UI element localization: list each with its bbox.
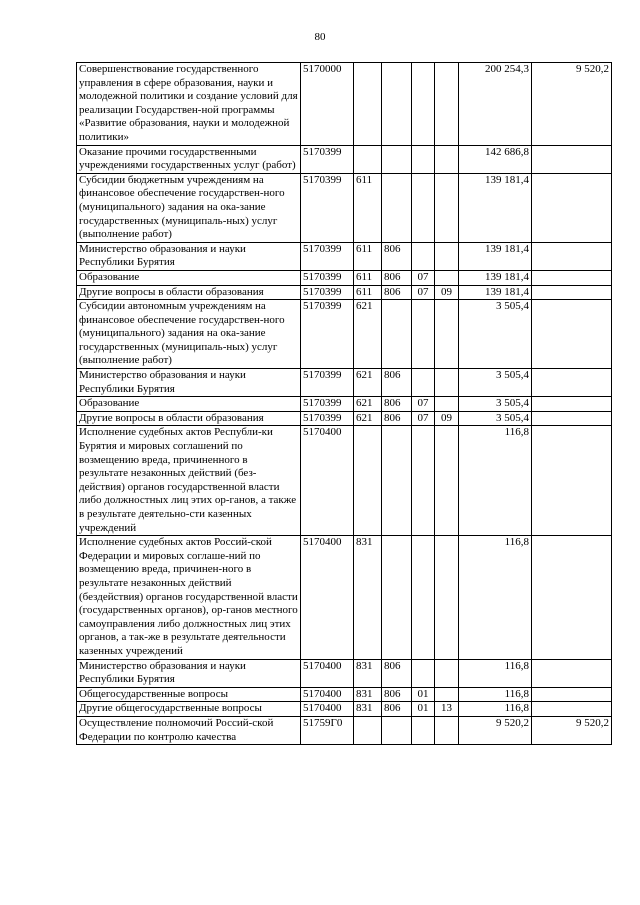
subsection-cell [435, 369, 459, 397]
table-row [77, 145, 612, 173]
federal-amount-cell [532, 426, 612, 536]
table-row [77, 242, 612, 270]
target-article-cell: 5170400 [301, 687, 354, 702]
row-name-cell: Оказание прочими государственными учреждениями государственных услуг (работ) [77, 145, 301, 173]
expense-type-cell: 621 [354, 411, 382, 426]
target-article-cell: 5170399 [301, 242, 354, 270]
section-cell [412, 145, 435, 173]
table-row [77, 411, 612, 426]
amount-cell: 3 505,4 [459, 369, 532, 397]
target-article-cell: 5170400 [301, 702, 354, 717]
ministry-code-cell: 806 [382, 411, 412, 426]
federal-amount-cell [532, 242, 612, 270]
table-row [77, 285, 612, 300]
section-cell [412, 659, 435, 687]
table-row [77, 397, 612, 412]
row-name-cell: Исполнение судебных актов Республи-ки Бурятия и мировых соглашений по возмещению вреда, причиненного в результате незаконных действий (без-действия) органов государственной власти либо должностных лиц этих ор-ганов, а также в результате деятельно-сти казенных учреждений [77, 426, 301, 536]
amount-cell: 139 181,4 [459, 270, 532, 285]
ministry-code-cell: 806 [382, 702, 412, 717]
amount-cell: 116,8 [459, 687, 532, 702]
row-name-cell: Общегосударственные вопросы [77, 687, 301, 702]
subsection-cell [435, 687, 459, 702]
row-name-cell: Министерство образования и науки Республики Бурятия [77, 369, 301, 397]
subsection-cell [435, 270, 459, 285]
federal-amount-cell [532, 687, 612, 702]
row-name-cell: Министерство образования и науки Республики Бурятия [77, 659, 301, 687]
table-row [77, 270, 612, 285]
ministry-code-cell [382, 536, 412, 659]
ministry-code-cell: 806 [382, 687, 412, 702]
expense-type-cell: 831 [354, 536, 382, 659]
target-article-cell: 5170399 [301, 145, 354, 173]
table-row [77, 369, 612, 397]
section-cell [412, 242, 435, 270]
amount-cell: 200 254,3 [459, 63, 532, 146]
amount-cell: 116,8 [459, 426, 532, 536]
target-article-cell: 5170399 [301, 285, 354, 300]
subsection-cell [435, 63, 459, 146]
section-cell [412, 173, 435, 242]
table-row [77, 173, 612, 242]
federal-amount-cell [532, 285, 612, 300]
target-article-cell: 5170399 [301, 300, 354, 369]
ministry-code-cell [382, 173, 412, 242]
row-name-cell: Субсидии автономным учреждениям на финансовое обеспечение государствен-ного (муниципального) задания на ока-зание государственных (муниципаль-ных) услуг (выполнение работ) [77, 300, 301, 369]
amount-cell: 116,8 [459, 536, 532, 659]
federal-amount-cell [532, 411, 612, 426]
federal-amount-cell [532, 300, 612, 369]
page-number: 80 [314, 31, 326, 43]
subsection-cell: 09 [435, 411, 459, 426]
amount-cell: 139 181,4 [459, 242, 532, 270]
target-article-cell: 51759Г0 [301, 716, 354, 744]
federal-amount-cell [532, 397, 612, 412]
ministry-code-cell [382, 145, 412, 173]
amount-cell: 3 505,4 [459, 397, 532, 412]
expense-type-cell: 621 [354, 300, 382, 369]
budget-table [76, 62, 612, 745]
subsection-cell [435, 426, 459, 536]
expense-type-cell: 611 [354, 242, 382, 270]
target-article-cell: 5170400 [301, 426, 354, 536]
target-article-cell: 5170399 [301, 397, 354, 412]
table-row [77, 716, 612, 744]
row-name-cell: Другие вопросы в области образования [77, 411, 301, 426]
amount-cell: 9 520,2 [459, 716, 532, 744]
target-article-cell: 5170400 [301, 659, 354, 687]
subsection-cell [435, 145, 459, 173]
target-article-cell: 5170399 [301, 270, 354, 285]
section-cell: 07 [412, 270, 435, 285]
row-name-cell: Субсидии бюджетным учреждениям на финансовое обеспечение государствен-ного (муниципального) задания на ока-зание государственных (муниципаль-ных) услуг (выполнение работ) [77, 173, 301, 242]
table-row [77, 300, 612, 369]
ministry-code-cell: 806 [382, 285, 412, 300]
expense-type-cell: 611 [354, 173, 382, 242]
section-cell: 01 [412, 687, 435, 702]
subsection-cell [435, 397, 459, 412]
federal-amount-cell [532, 145, 612, 173]
federal-amount-cell [532, 702, 612, 717]
expense-type-cell [354, 716, 382, 744]
ministry-code-cell: 806 [382, 397, 412, 412]
subsection-cell: 13 [435, 702, 459, 717]
row-name-cell: Осуществление полномочий Россий-ской Федерации по контролю качества [77, 716, 301, 744]
ministry-code-cell [382, 716, 412, 744]
target-article-cell: 5170399 [301, 173, 354, 242]
row-name-cell: Образование [77, 397, 301, 412]
target-article-cell: 5170399 [301, 369, 354, 397]
subsection-cell: 09 [435, 285, 459, 300]
amount-cell: 3 505,4 [459, 411, 532, 426]
federal-amount-cell: 9 520,2 [532, 63, 612, 146]
federal-amount-cell [532, 173, 612, 242]
section-cell [412, 716, 435, 744]
expense-type-cell: 611 [354, 270, 382, 285]
expense-type-cell: 621 [354, 369, 382, 397]
subsection-cell [435, 659, 459, 687]
row-name-cell: Министерство образования и науки Республики Бурятия [77, 242, 301, 270]
row-name-cell: Исполнение судебных актов Россий-ской Федерации и мировых соглаше-ний по возмещению вреда, причинен-ного в результате незаконных действий (бездействия) органов государственной власти (государственных органов), ор-ганов местного самоуправления либо должностных лиц этих органов, а так-же в результате деятельности казенных учреждений [77, 536, 301, 659]
federal-amount-cell [532, 270, 612, 285]
amount-cell: 142 686,8 [459, 145, 532, 173]
row-name-cell: Образование [77, 270, 301, 285]
subsection-cell [435, 173, 459, 242]
table-row [77, 702, 612, 717]
target-article-cell: 5170399 [301, 411, 354, 426]
target-article-cell: 5170400 [301, 536, 354, 659]
federal-amount-cell: 9 520,2 [532, 716, 612, 744]
expense-type-cell: 611 [354, 285, 382, 300]
subsection-cell [435, 300, 459, 369]
section-cell [412, 63, 435, 146]
expense-type-cell [354, 426, 382, 536]
section-cell: 07 [412, 411, 435, 426]
ministry-code-cell [382, 300, 412, 369]
amount-cell: 139 181,4 [459, 285, 532, 300]
ministry-code-cell: 806 [382, 369, 412, 397]
row-name-cell: Совершенствование государственного управления в сфере образования, науки и молодежной политики и создание условий для реализации Государствен-ной программы «Развитие образования, науки и молодежной политики» [77, 63, 301, 146]
table-row [77, 536, 612, 659]
table-row [77, 687, 612, 702]
table-row [77, 426, 612, 536]
section-cell [412, 300, 435, 369]
table-row [77, 63, 612, 146]
federal-amount-cell [532, 659, 612, 687]
ministry-code-cell [382, 426, 412, 536]
ministry-code-cell: 806 [382, 242, 412, 270]
expense-type-cell: 831 [354, 687, 382, 702]
row-name-cell: Другие общегосударственные вопросы [77, 702, 301, 717]
section-cell: 01 [412, 702, 435, 717]
expense-type-cell: 831 [354, 702, 382, 717]
subsection-cell [435, 242, 459, 270]
section-cell [412, 426, 435, 536]
expense-type-cell [354, 145, 382, 173]
ministry-code-cell: 806 [382, 659, 412, 687]
ministry-code-cell [382, 63, 412, 146]
amount-cell: 3 505,4 [459, 300, 532, 369]
expense-type-cell: 621 [354, 397, 382, 412]
table-row [77, 659, 612, 687]
amount-cell: 116,8 [459, 702, 532, 717]
federal-amount-cell [532, 536, 612, 659]
section-cell: 07 [412, 285, 435, 300]
subsection-cell [435, 536, 459, 659]
row-name-cell: Другие вопросы в области образования [77, 285, 301, 300]
target-article-cell: 5170000 [301, 63, 354, 146]
section-cell: 07 [412, 397, 435, 412]
expense-type-cell: 831 [354, 659, 382, 687]
amount-cell: 139 181,4 [459, 173, 532, 242]
budget-table-body [77, 63, 612, 745]
subsection-cell [435, 716, 459, 744]
ministry-code-cell: 806 [382, 270, 412, 285]
federal-amount-cell [532, 369, 612, 397]
section-cell [412, 369, 435, 397]
amount-cell: 116,8 [459, 659, 532, 687]
expense-type-cell [354, 63, 382, 146]
section-cell [412, 536, 435, 659]
